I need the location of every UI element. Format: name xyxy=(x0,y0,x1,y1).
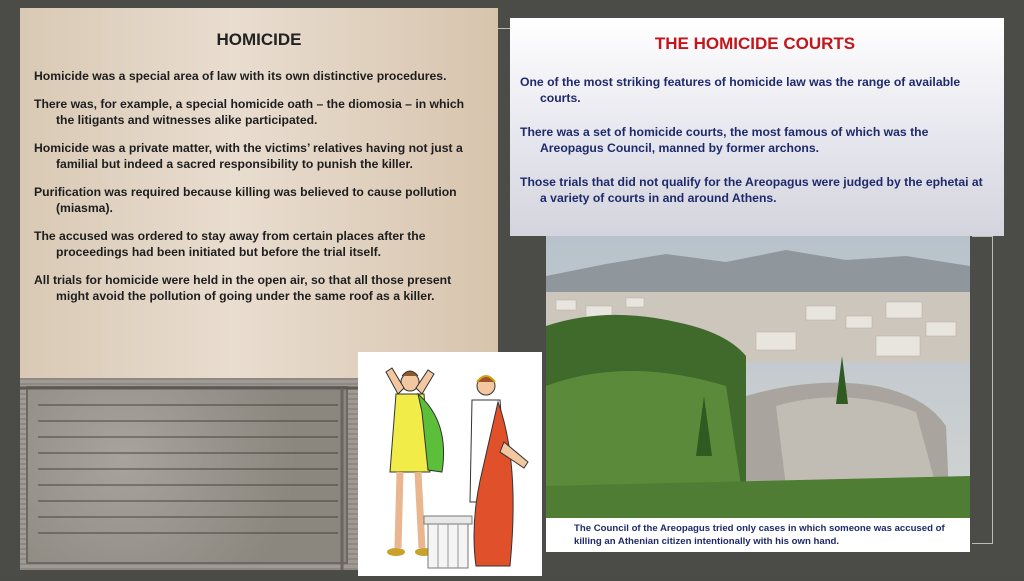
areopagus-landscape xyxy=(546,236,970,518)
stone-joints xyxy=(20,378,358,570)
photo-caption: The Council of the Areopagus tried only cases in which someone was accused of killing an Athenian citizen intentionally with his own hand. xyxy=(546,518,970,552)
courts-paragraph-1: One of the most striking features of homicide law was the range of available courts. xyxy=(520,75,961,105)
frame-line-top xyxy=(498,28,510,29)
greek-figures-illustration xyxy=(358,352,542,576)
homicide-paragraph-6: All trials for homicide were held in the open air, so that all those present might avoid the pollution of going under the same roof as a killer. xyxy=(34,273,452,303)
frame-line-right xyxy=(972,236,993,544)
homicide-paragraph-4: Purification was required because killing was believed to cause pollution (miasma). xyxy=(34,185,457,215)
homicide-paragraph-1: Homicide was a special area of law with its own distinctive procedures. xyxy=(34,69,447,83)
homicide-paragraph-3: Homicide was a private matter, with the victims’ relatives having not just a familial but indeed a sacred responsibility to punish the killer. xyxy=(34,141,463,171)
figures-drawing xyxy=(358,352,542,576)
homicide-paragraph-2: There was, for example, a special homicide oath – the diomosia – in which the litigants and witnesses alike participated. xyxy=(34,97,465,127)
homicide-paragraph-5: The accused was ordered to stay away from certain places after the proceedings had been initiated but before the trial itself. xyxy=(34,229,426,259)
courts-title: THE HOMICIDE COURTS xyxy=(654,34,856,53)
homicide-panel xyxy=(20,8,498,380)
areopagus-photo xyxy=(546,236,970,518)
courts-panel xyxy=(510,18,1004,236)
stone-inscription-image xyxy=(20,378,358,570)
courts-paragraph-3: Those trials that did not qualify for the Areopagus were judged by the ephetai at a variety of courts in and around Athens. xyxy=(520,175,983,205)
homicide-title: HOMICIDE xyxy=(216,30,302,49)
courts-paragraph-2: There was a set of homicide courts, the most famous of which was the Areopagus Council, manned by former archons. xyxy=(520,125,929,155)
